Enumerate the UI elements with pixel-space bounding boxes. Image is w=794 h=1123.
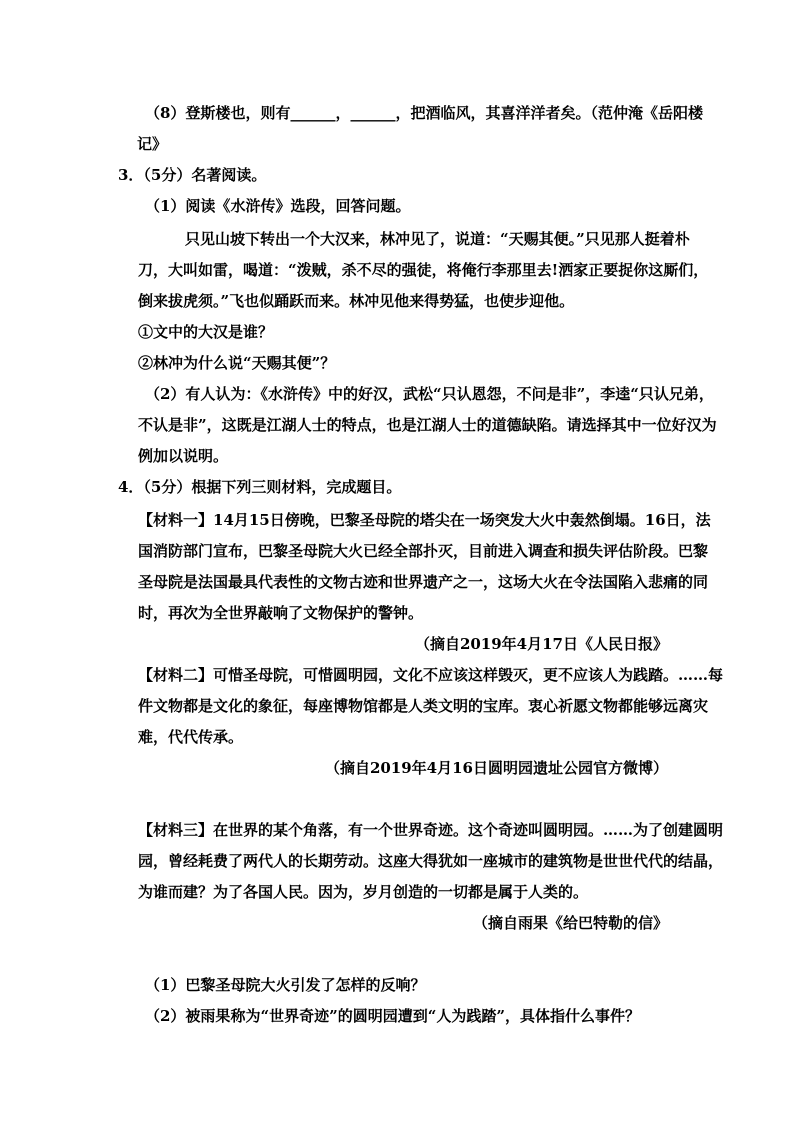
q4-sub1: （1）巴黎圣母院大火引发了怎样的反响？ [145,976,426,994]
q4-sub2: （2）被雨果称为“世界奇迹”的圆明园遭到“人为践踏”，具体指什么事件？ [145,1007,640,1025]
q3-question-1: ①文中的大汉是谁？ [138,323,274,341]
q4-heading: 4．（5分）根据下列三则材料，完成题目。 [118,478,402,496]
q3-sub2-line: 不认是非”，这既是江湖人士的特点，也是江湖人士的道德缺陷。请选择其中一位好汉为 [138,416,717,434]
q4-material1-line: 【材料一】14月15日傍晚，巴黎圣母院的塔尖在一场突发大火中轰然倒塌。16日，法 [138,511,711,529]
q3-sub1: （1）阅读《水浒传》选段，回答问题。 [145,197,411,215]
q4-material3-line: 园，曾经耗费了两代人的长期劳动。这座大得犹如一座城市的建筑物是世世代代的结晶， [138,852,724,870]
q3-sub2-line: 例加以说明。 [138,447,229,465]
q3-heading: 3．（5分）名著阅读。 [118,166,267,184]
q3-passage-line: 倒来拔虎须。”飞也似踊跃而来。林冲见他来得势猛，也使步迎他。 [138,292,575,310]
q4-material3-source: （摘自雨果《给巴特勒的信》 [472,914,668,932]
q3-sub2-line: （2）有人认为：《水浒传》中的好汉，武松“只认恩怨，不问是非”，李逵“只认兄弟， [145,385,714,403]
q3-passage-line: 刀，大叫如雷，喝道：“泼贼，杀不尽的强徒，将俺行李那里去!洒家正要捉你这厮们， [138,261,709,279]
q2-item8-line2: 记》 [137,135,168,153]
q4-material1-line: 时，再次为全世界敲响了文物保护的警钟。 [138,604,424,622]
q4-material1-line: 圣母院是法国最具代表性的文物古迹和世界遗产之一，这场大火在令法国陷入悲痛的同 [138,573,709,591]
q4-material1-source: （摘自2019年4月17日《人民日报》 [414,635,668,653]
q4-material2-line: 【材料二】可惜圣母院，可惜圆明园，文化不应该这样毁灭，更不应该人为践踏。……每 [138,666,724,684]
q4-material3-line: 【材料三】在世界的某个角落，有一个世界奇迹。这个奇迹叫圆明园。……为了创建圆明 [138,821,724,839]
q4-material3-line: 为谁而建？为了各国人民。因为，岁月创造的一切都是属于人类的。 [138,883,589,901]
q3-passage-line: 只见山坡下转出一个大汉来，林冲见了，说道：“天赐其便。”只见那人挺着朴 [185,230,690,248]
q4-material2-line: 难，代代传承。 [138,728,244,746]
q3-question-2: ②林冲为什么说“天赐其便”？ [138,354,336,372]
q4-material2-line: 件文物都是文化的象征，每座博物馆都是人类文明的宝库。衷心祈愿文物都能够远离灾 [138,697,709,715]
q4-material2-source: （摘自2019年4月16日圆明园遗址公园官方微博） [324,759,668,777]
q4-material1-line: 国消防部门宣布，巴黎圣母院大火已经全部扑灭，目前进入调查和损失评估阶段。巴黎 [138,542,709,560]
q2-item8-line1: （8）登斯楼也，则有______，______，把酒临风，其喜洋洋者矣。（范仲淹《岳阳楼 [145,104,703,122]
